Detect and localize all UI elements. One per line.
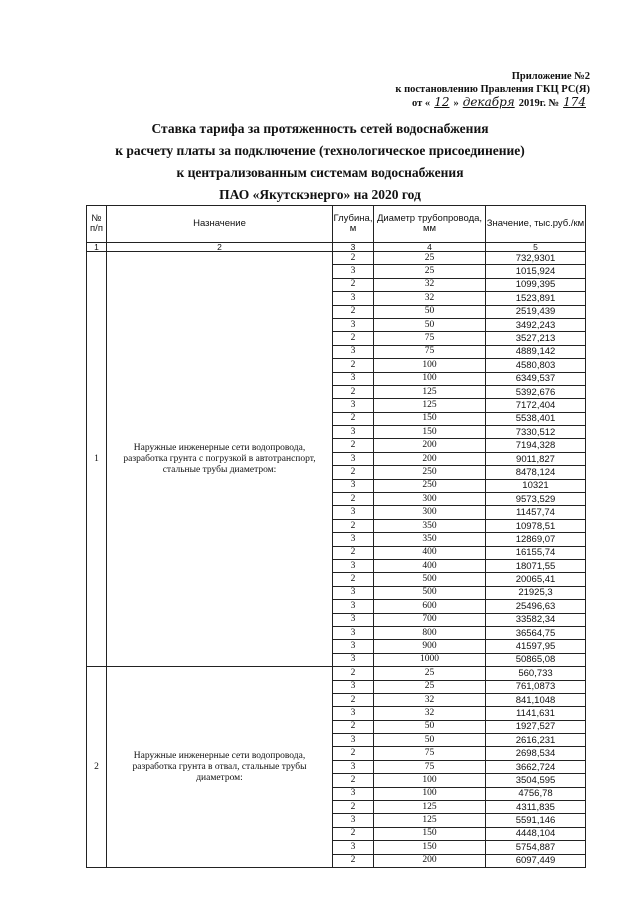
value-cell: 10978,51: [486, 519, 586, 532]
depth-cell: 2: [333, 774, 374, 787]
diameter-cell: 32: [374, 707, 486, 720]
value-cell: 5392,676: [486, 385, 586, 398]
value-cell: 16155,74: [486, 546, 586, 559]
diameter-cell: 25: [374, 680, 486, 693]
diameter-cell: 500: [374, 586, 486, 599]
diameter-cell: 200: [374, 854, 486, 867]
value-cell: 1141,631: [486, 707, 586, 720]
appendix-resolution: к постановлению Правления ГКЦ РС(Я): [395, 84, 590, 95]
document-title: [0, 118, 640, 206]
depth-cell: 3: [333, 265, 374, 278]
diameter-cell: 25: [374, 667, 486, 680]
diameter-cell: 350: [374, 533, 486, 546]
column-number-row: [87, 243, 586, 252]
diameter-cell: 150: [374, 426, 486, 439]
title-line-1: Ставка тарифа за протяженность сетей водоснабжения: [151, 121, 489, 136]
diameter-cell: 700: [374, 613, 486, 626]
depth-cell: 3: [333, 533, 374, 546]
value-cell: 732,9301: [486, 252, 586, 265]
tariff-table: [86, 205, 586, 868]
group-number: 2: [87, 667, 107, 868]
diameter-cell: 75: [374, 760, 486, 773]
depth-cell: 3: [333, 559, 374, 572]
depth-cell: 2: [333, 439, 374, 452]
depth-cell: 3: [333, 372, 374, 385]
depth-cell: 2: [333, 667, 374, 680]
depth-cell: 2: [333, 493, 374, 506]
value-cell: 33582,34: [486, 613, 586, 626]
value-cell: 4448,104: [486, 827, 586, 840]
value-cell: 10321: [486, 479, 586, 492]
value-cell: 2698,534: [486, 747, 586, 760]
title-line-3: к централизованным системам водоснабжения: [176, 165, 464, 180]
colnum-4: 4: [374, 243, 486, 252]
value-cell: 6349,537: [486, 372, 586, 385]
value-cell: 12869,07: [486, 533, 586, 546]
handwritten-day: 12: [434, 95, 450, 109]
diameter-cell: 25: [374, 252, 486, 265]
depth-cell: 3: [333, 760, 374, 773]
depth-cell: 3: [333, 600, 374, 613]
header-depth: Глубина, м: [333, 206, 374, 243]
diameter-cell: 75: [374, 747, 486, 760]
value-cell: 4889,142: [486, 345, 586, 358]
diameter-cell: 32: [374, 292, 486, 305]
diameter-cell: 50: [374, 305, 486, 318]
diameter-cell: 150: [374, 827, 486, 840]
handwritten-number: 174: [563, 95, 586, 109]
date-sep: »: [453, 98, 459, 109]
value-cell: 1523,891: [486, 292, 586, 305]
depth-cell: 3: [333, 345, 374, 358]
diameter-cell: 100: [374, 774, 486, 787]
depth-cell: 3: [333, 626, 374, 639]
appendix-block: [395, 70, 590, 110]
diameter-cell: 50: [374, 734, 486, 747]
table-row: [87, 252, 586, 265]
value-cell: 4311,835: [486, 801, 586, 814]
depth-cell: 2: [333, 385, 374, 398]
depth-cell: 3: [333, 452, 374, 465]
handwritten-month: декабря: [462, 95, 515, 109]
header-no: № п/п: [87, 206, 107, 243]
group-purpose: Наружные инженерные сети водопровода, разработка грунта в отвал, стальные трубы диаметром:: [107, 667, 333, 868]
depth-cell: 3: [333, 426, 374, 439]
diameter-cell: 800: [374, 626, 486, 639]
diameter-cell: 200: [374, 452, 486, 465]
diameter-cell: 250: [374, 479, 486, 492]
value-cell: 761,0873: [486, 680, 586, 693]
depth-cell: 3: [333, 814, 374, 827]
depth-cell: 3: [333, 292, 374, 305]
title-line-4: ПАО «Якутскэнерго» на 2020 год: [219, 187, 421, 202]
colnum-5: 5: [486, 243, 586, 252]
colnum-2: 2: [107, 243, 333, 252]
depth-cell: 2: [333, 466, 374, 479]
depth-cell: 3: [333, 506, 374, 519]
depth-cell: 3: [333, 787, 374, 800]
depth-cell: 3: [333, 586, 374, 599]
diameter-cell: 125: [374, 801, 486, 814]
depth-cell: 3: [333, 318, 374, 331]
header-value: Значение, тыс.руб./км: [486, 206, 586, 243]
diameter-cell: 400: [374, 546, 486, 559]
value-cell: 7194,328: [486, 439, 586, 452]
diameter-cell: 100: [374, 787, 486, 800]
group-number: 1: [87, 252, 107, 667]
diameter-cell: 300: [374, 506, 486, 519]
diameter-cell: 200: [374, 439, 486, 452]
diameter-cell: 75: [374, 332, 486, 345]
appendix-date-line: [395, 96, 590, 110]
colnum-3: 3: [333, 243, 374, 252]
diameter-cell: 125: [374, 814, 486, 827]
depth-cell: 3: [333, 707, 374, 720]
depth-cell: 3: [333, 613, 374, 626]
depth-cell: 3: [333, 640, 374, 653]
depth-cell: 3: [333, 734, 374, 747]
value-cell: 4580,803: [486, 359, 586, 372]
depth-cell: 2: [333, 747, 374, 760]
diameter-cell: 1000: [374, 653, 486, 666]
depth-cell: 2: [333, 305, 374, 318]
value-cell: 25496,63: [486, 600, 586, 613]
diameter-cell: 32: [374, 693, 486, 706]
depth-cell: 2: [333, 854, 374, 867]
value-cell: 560,733: [486, 667, 586, 680]
table-header-row: [87, 206, 586, 243]
value-cell: 20065,41: [486, 573, 586, 586]
value-cell: 1015,924: [486, 265, 586, 278]
header-purpose: Назначение: [107, 206, 333, 243]
value-cell: 3662,724: [486, 760, 586, 773]
depth-cell: 2: [333, 359, 374, 372]
value-cell: 1927,527: [486, 720, 586, 733]
value-cell: 2519,439: [486, 305, 586, 318]
depth-cell: 2: [333, 546, 374, 559]
value-cell: 11457,74: [486, 506, 586, 519]
depth-cell: 2: [333, 278, 374, 291]
diameter-cell: 50: [374, 318, 486, 331]
diameter-cell: 250: [374, 466, 486, 479]
value-cell: 36564,75: [486, 626, 586, 639]
diameter-cell: 300: [374, 493, 486, 506]
value-cell: 4756,78: [486, 787, 586, 800]
header-diameter: Диаметр трубопровода, мм: [374, 206, 486, 243]
value-cell: 5538,401: [486, 412, 586, 425]
diameter-cell: 50: [374, 720, 486, 733]
value-cell: 3492,243: [486, 318, 586, 331]
depth-cell: 2: [333, 693, 374, 706]
diameter-cell: 600: [374, 600, 486, 613]
diameter-cell: 900: [374, 640, 486, 653]
value-cell: 2616,231: [486, 734, 586, 747]
value-cell: 21925,3: [486, 586, 586, 599]
value-cell: 7330,512: [486, 426, 586, 439]
value-cell: 3527,213: [486, 332, 586, 345]
depth-cell: 2: [333, 252, 374, 265]
depth-cell: 2: [333, 801, 374, 814]
value-cell: 1099,395: [486, 278, 586, 291]
depth-cell: 3: [333, 399, 374, 412]
depth-cell: 2: [333, 332, 374, 345]
value-cell: 50865,08: [486, 653, 586, 666]
value-cell: 6097,449: [486, 854, 586, 867]
diameter-cell: 32: [374, 278, 486, 291]
table-body: [87, 252, 586, 868]
depth-cell: 2: [333, 827, 374, 840]
depth-cell: 3: [333, 680, 374, 693]
diameter-cell: 25: [374, 265, 486, 278]
colnum-1: 1: [87, 243, 107, 252]
value-cell: 7172,404: [486, 399, 586, 412]
diameter-cell: 500: [374, 573, 486, 586]
depth-cell: 3: [333, 841, 374, 854]
diameter-cell: 350: [374, 519, 486, 532]
depth-cell: 2: [333, 573, 374, 586]
depth-cell: 3: [333, 479, 374, 492]
diameter-cell: 75: [374, 345, 486, 358]
depth-cell: 2: [333, 720, 374, 733]
value-cell: 9011,827: [486, 452, 586, 465]
diameter-cell: 400: [374, 559, 486, 572]
depth-cell: 2: [333, 412, 374, 425]
title-line-2: к расчету платы за подключение (технологическое присоединение): [115, 143, 525, 158]
diameter-cell: 100: [374, 372, 486, 385]
value-cell: 5754,887: [486, 841, 586, 854]
value-cell: 3504,595: [486, 774, 586, 787]
value-cell: 5591,146: [486, 814, 586, 827]
diameter-cell: 150: [374, 412, 486, 425]
depth-cell: 2: [333, 519, 374, 532]
value-cell: 841,1048: [486, 693, 586, 706]
group-purpose: Наружные инженерные сети водопровода, разработка грунта с погрузкой в автотранспорт, стальные трубы диаметром:: [107, 252, 333, 667]
value-cell: 8478,124: [486, 466, 586, 479]
diameter-cell: 100: [374, 359, 486, 372]
diameter-cell: 125: [374, 385, 486, 398]
year-part: 2019г. №: [518, 98, 560, 109]
diameter-cell: 150: [374, 841, 486, 854]
value-cell: 18071,55: [486, 559, 586, 572]
diameter-cell: 125: [374, 399, 486, 412]
value-cell: 9573,529: [486, 493, 586, 506]
depth-cell: 3: [333, 653, 374, 666]
date-prefix: от «: [412, 98, 431, 109]
value-cell: 41597,95: [486, 640, 586, 653]
appendix-title: Приложение №2: [511, 71, 590, 82]
table-row: [87, 667, 586, 680]
